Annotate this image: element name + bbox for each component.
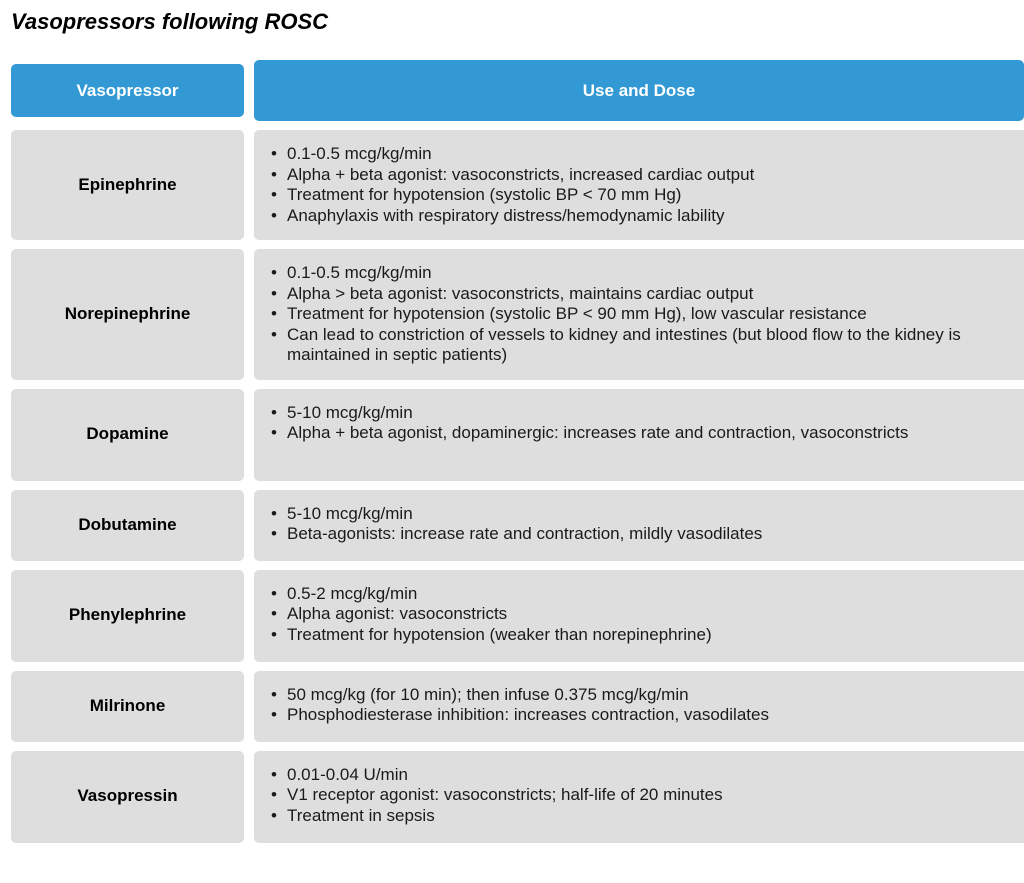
- dose-list: [268, 685, 1019, 726]
- table-row: [11, 570, 1024, 662]
- dose-cell: [254, 751, 1024, 843]
- drug-name: Vasopressin: [77, 786, 178, 806]
- dose-list: [268, 765, 1019, 827]
- list-item: • 5-10 mcg/kg/min: [268, 504, 1019, 525]
- dose-list: [268, 403, 1019, 444]
- list-item: • Alpha agonist: vasoconstricts: [268, 604, 1019, 625]
- table-row: [11, 751, 1024, 843]
- table-row: [11, 130, 1024, 240]
- drug-name: Dopamine: [86, 424, 169, 444]
- list-item: • Beta-agonists: increase rate and contraction, mildly vasodilates: [268, 524, 1019, 545]
- list-item: • Treatment for hypotension (systolic BP < 90 mm Hg), low vascular resistance: [268, 304, 1019, 325]
- list-item: • 0.5-2 mcg/kg/min: [268, 584, 1019, 605]
- list-item: • Can lead to constriction of vessels to kidney and intestines (but blood flow to the kidney is maintained in septic patients): [268, 325, 1019, 366]
- table-row: [11, 490, 1024, 561]
- drug-name: Phenylephrine: [68, 605, 187, 625]
- dose-list: [268, 263, 1019, 366]
- list-item: • Alpha + beta agonist: vasoconstricts, increased cardiac output: [268, 165, 1019, 186]
- dose-cell: [254, 671, 1024, 742]
- header-label-use-and-dose: Use and Dose: [582, 80, 696, 100]
- drug-name: Dobutamine: [78, 514, 177, 534]
- list-item: • 5-10 mcg/kg/min: [268, 403, 1019, 424]
- list-item: • 0.01-0.04 U/min: [268, 765, 1019, 786]
- list-item: • Phosphodiesterase inhibition: increases contraction, vasodilates: [268, 705, 1019, 726]
- dose-list: [268, 504, 1019, 545]
- drug-name-cell: [11, 751, 244, 843]
- list-item: • Anaphylaxis with respiratory distress/hemodynamic lability: [268, 206, 1019, 227]
- page-title: Vasopressors following ROSC: [11, 9, 329, 34]
- drug-name-cell: [11, 130, 244, 240]
- dose-cell: [254, 490, 1024, 561]
- list-item: • Treatment in sepsis: [268, 806, 1019, 827]
- drug-name-cell: [11, 389, 244, 481]
- list-item: • V1 receptor agonist: vasoconstricts; half-life of 20 minutes: [268, 785, 1019, 806]
- drug-name-cell: [11, 249, 244, 380]
- table-row: [11, 671, 1024, 742]
- list-item: • 0.1-0.5 mcg/kg/min: [268, 144, 1019, 165]
- drug-name: Norepinephrine: [64, 304, 191, 324]
- header-label-vasopressor: Vasopressor: [76, 80, 179, 100]
- dose-list: [268, 144, 1019, 226]
- drug-name: Epinephrine: [78, 174, 177, 194]
- list-item: • Treatment for hypotension (systolic BP < 70 mm Hg): [268, 185, 1019, 206]
- drug-name-cell: [11, 671, 244, 742]
- dose-cell: [254, 570, 1024, 662]
- table-header-row: [11, 64, 1024, 121]
- dose-cell: [254, 389, 1024, 481]
- drug-name: Milrinone: [89, 695, 166, 715]
- dose-cell: [254, 130, 1024, 240]
- drug-name-cell: [11, 570, 244, 662]
- vasopressor-table: [11, 64, 1024, 852]
- header-cell-use-and-dose: [254, 60, 1024, 121]
- list-item: • Alpha > beta agonist: vasoconstricts, maintains cardiac output: [268, 284, 1019, 305]
- dose-cell: [254, 249, 1024, 380]
- list-item: • 50 mcg/kg (for 10 min); then infuse 0.375 mcg/kg/min: [268, 685, 1019, 706]
- list-item: • 0.1-0.5 mcg/kg/min: [268, 263, 1019, 284]
- dose-list: [268, 584, 1019, 646]
- list-item: • Alpha + beta agonist, dopaminergic: increases rate and contraction, vasoconstricts: [268, 423, 1019, 444]
- list-item: • Treatment for hypotension (weaker than norepinephrine): [268, 625, 1019, 646]
- table-row: [11, 249, 1024, 380]
- drug-name-cell: [11, 490, 244, 561]
- table-row: [11, 389, 1024, 481]
- header-cell-vasopressor: [11, 64, 244, 117]
